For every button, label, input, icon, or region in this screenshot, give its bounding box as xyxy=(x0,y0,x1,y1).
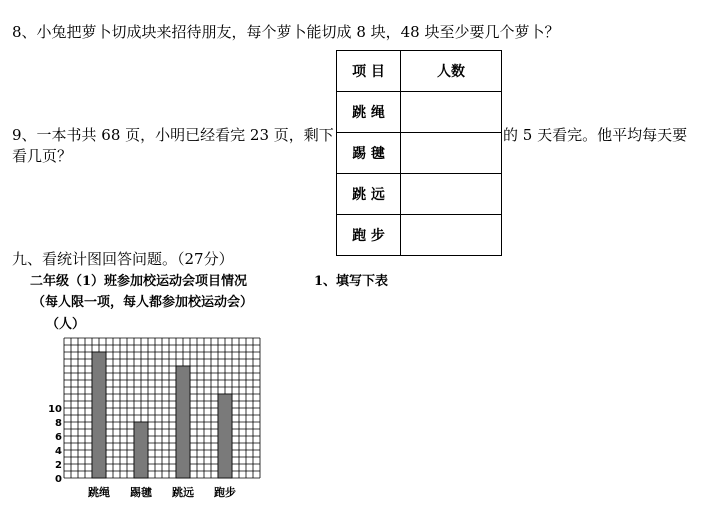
table-header-row xyxy=(337,51,502,92)
chart-title: 二年级（1）班参加校运动会项目情况 xyxy=(30,274,248,289)
bar-1 xyxy=(134,422,148,478)
x-tick-label: 踢毽 xyxy=(130,486,152,499)
table-header-item: 项 目 xyxy=(337,51,401,92)
question-9-line2: 看几页？ xyxy=(12,147,73,165)
table-cell-item: 跳 远 xyxy=(337,174,401,215)
x-tick-label: 跳绳 xyxy=(88,486,110,499)
table-cell-count[interactable] xyxy=(401,92,502,133)
y-tick-label: 0 xyxy=(55,474,62,485)
table-cell-item: 踢 毽 xyxy=(337,133,401,174)
table-cell-count[interactable] xyxy=(401,215,502,256)
y-tick-label: 2 xyxy=(55,460,62,471)
question-9-line1-part1: 9、一本书共 68 页，小明已经看完 23 页，剩下 xyxy=(12,126,334,144)
section-heading: 九、看统计图回答问题。（27分） xyxy=(12,250,234,268)
table-cell-count[interactable] xyxy=(401,133,502,174)
table-cell-count[interactable] xyxy=(401,174,502,215)
x-tick-label: 跳远 xyxy=(172,486,194,499)
y-tick-label: 8 xyxy=(55,418,62,429)
fill-in-table xyxy=(336,50,502,256)
table-row xyxy=(337,174,502,215)
chart-subtitle: （每人限一项，每人都参加校运动会） xyxy=(32,295,254,310)
bar-0 xyxy=(92,352,106,478)
bar-chart xyxy=(44,328,274,504)
y-tick-label: 10 xyxy=(48,404,62,415)
x-tick-label: 跑步 xyxy=(214,486,236,499)
bar-3 xyxy=(218,394,232,478)
table-row xyxy=(337,215,502,256)
y-tick-label: 6 xyxy=(55,432,62,443)
question-8: 8、小兔把萝卜切成块来招待朋友，每个萝卜能切成 8 块，48 块至少要几个萝卜？ xyxy=(12,23,560,41)
chart-y-unit: （人） xyxy=(46,317,86,332)
table-header-count: 人数 xyxy=(401,51,502,92)
table-row xyxy=(337,92,502,133)
y-tick-label: 4 xyxy=(55,446,62,457)
instruction-text: 1、填写下表 xyxy=(314,274,389,289)
table-cell-item: 跳 绳 xyxy=(337,92,401,133)
chart-x-ticks xyxy=(87,485,236,499)
table-cell-item: 跑 步 xyxy=(337,215,401,256)
chart-y-ticks xyxy=(48,404,62,485)
question-9-line1-part2: 的 5 天看完。他平均每天要 xyxy=(503,126,688,144)
bar-2 xyxy=(176,366,190,478)
table-row xyxy=(337,133,502,174)
